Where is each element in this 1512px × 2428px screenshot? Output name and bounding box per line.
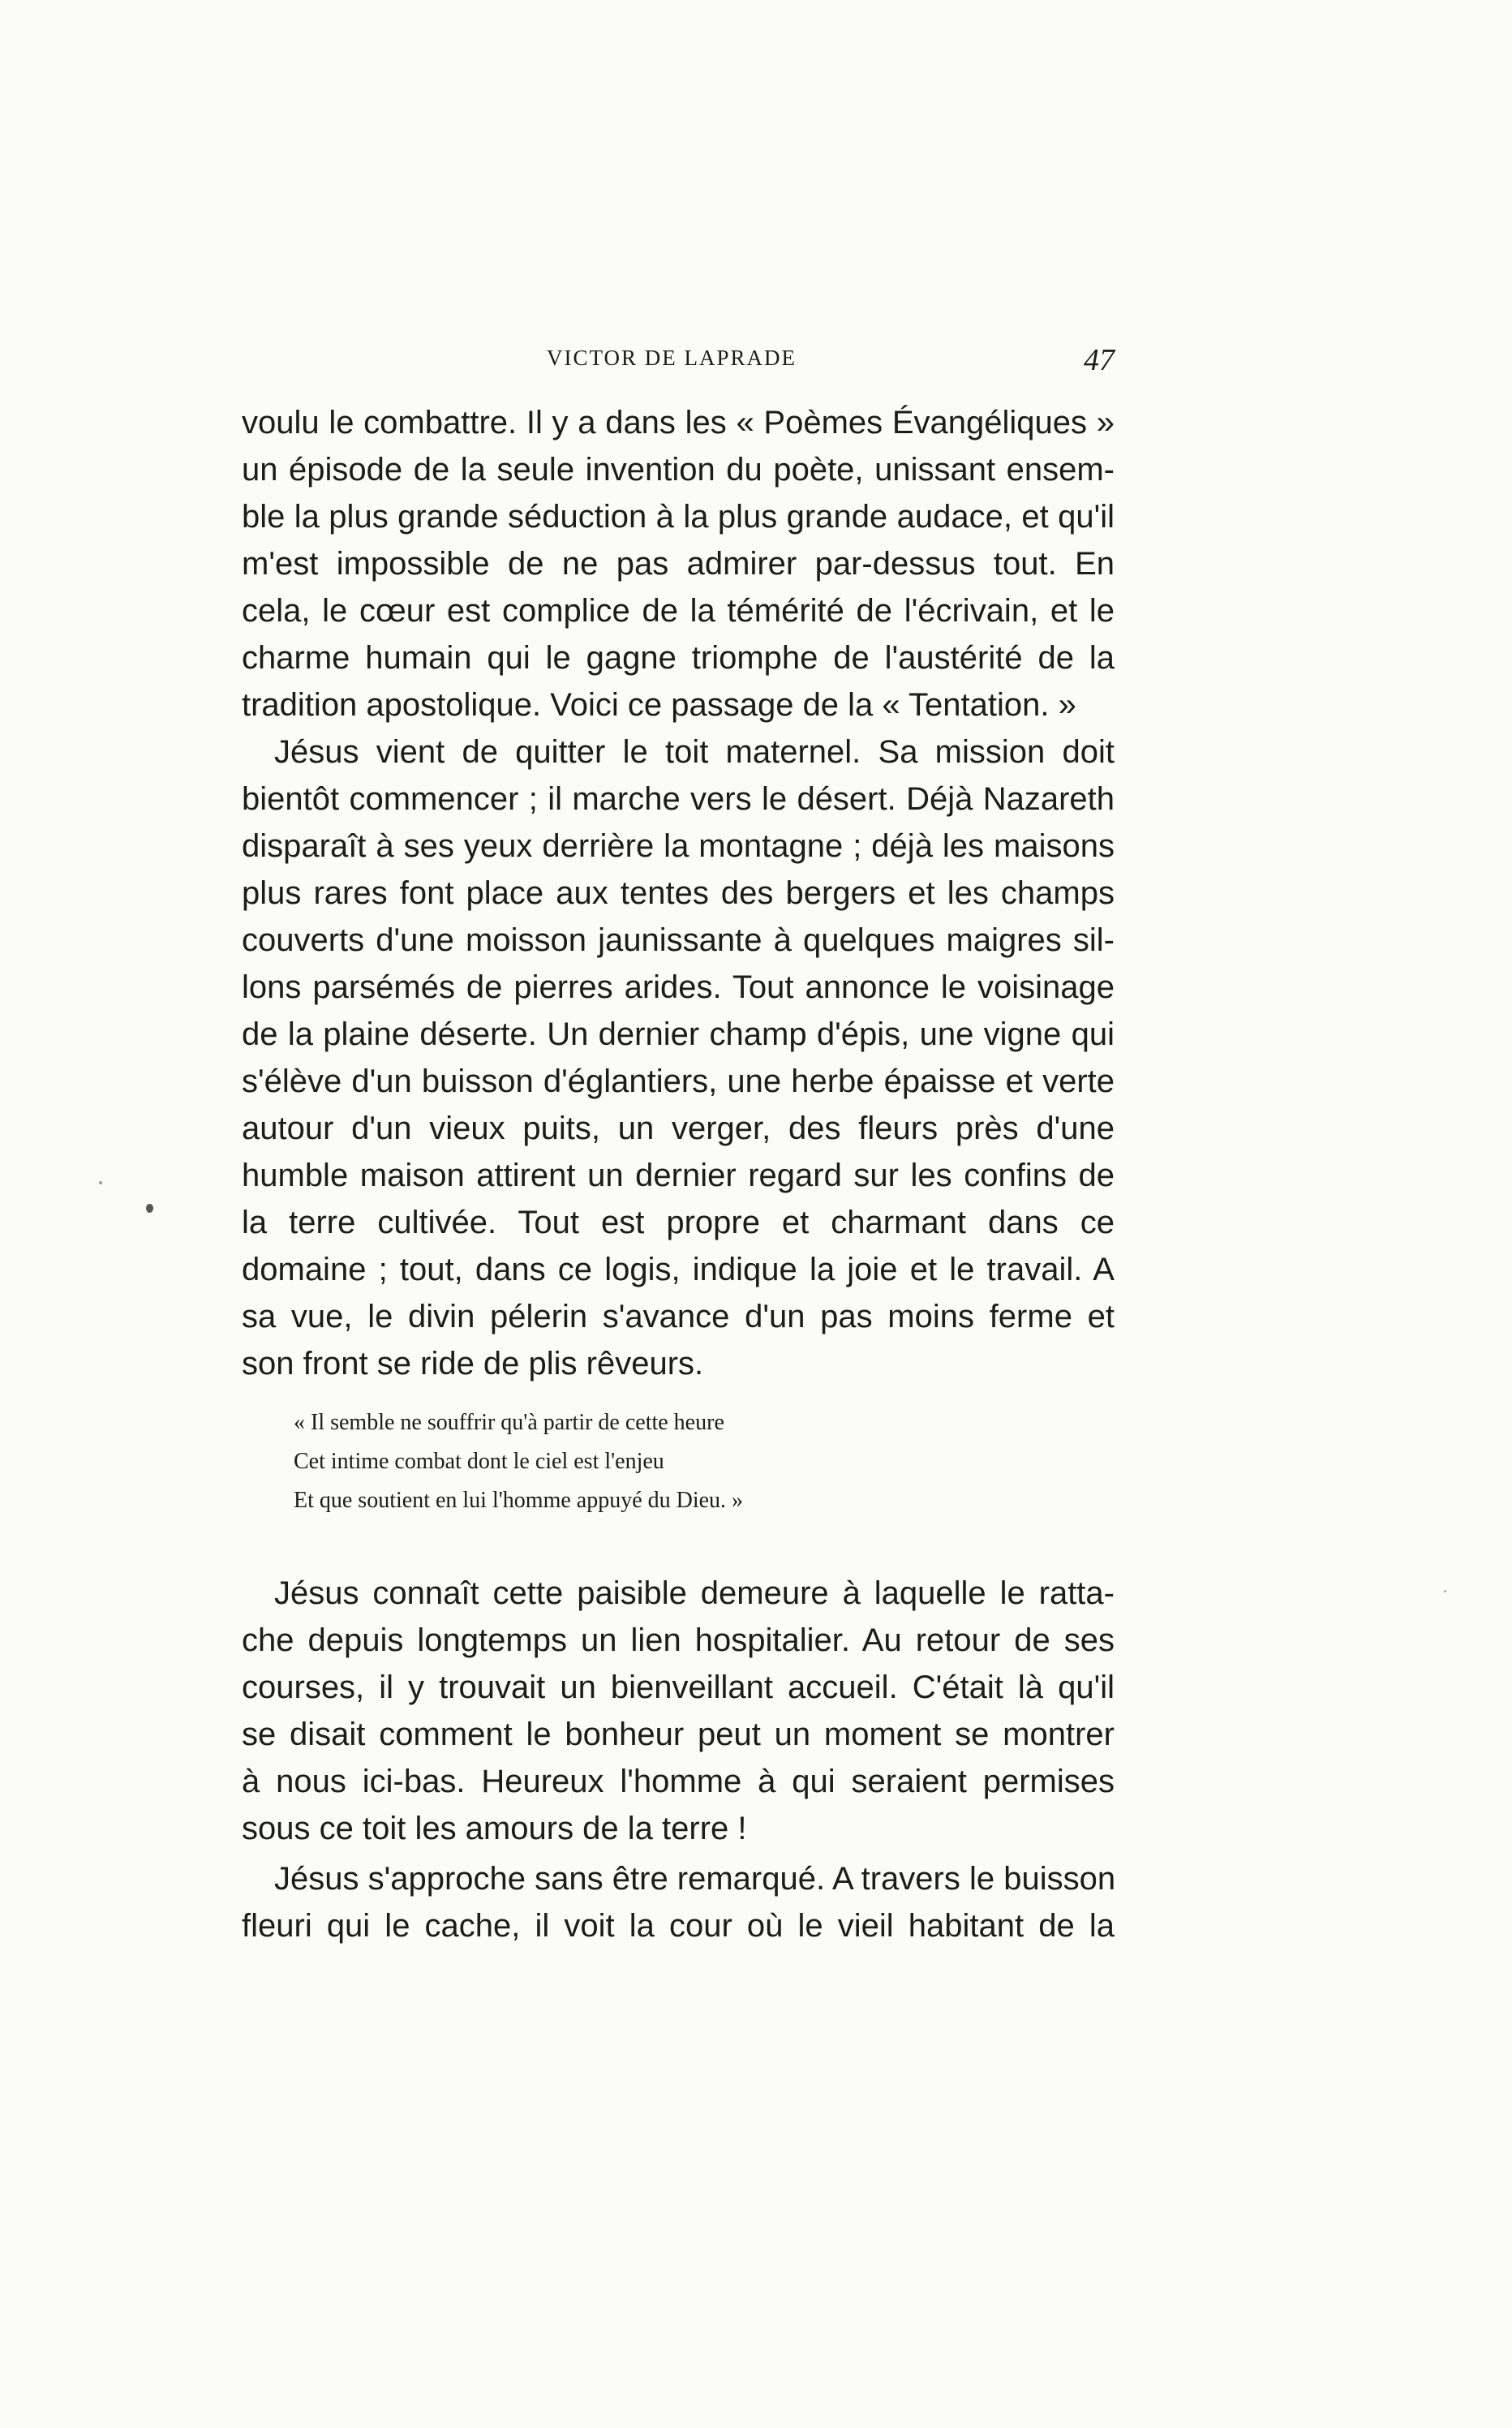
paragraph-1 [242,399,1115,728]
scan-speck [99,1181,102,1184]
text-line: sa vue, le divin pélerin s'avance d'un pas moins ferme et [242,1299,1115,1334]
paragraph-2 [242,728,1115,1387]
text-line: de la plaine déserte. Un dernier champ d'épis, une vigne qui [242,1016,1115,1052]
paragraph-3 [242,1570,1115,1852]
main-text-block [242,399,1115,1387]
text-line: sous ce toit les amours de la terre ! [242,1811,747,1846]
text-line: lons parsémés de pierres arides. Tout annonce le voisinage [242,969,1115,1005]
text-line: couverts d'une moisson jaunissante à quelques maigres sil- [242,922,1115,958]
text-line: voulu le combattre. Il y a dans les « Poèmes Évangéliques » [242,405,1115,440]
text-line: plus rares font place aux tentes des bergers et les champs [242,875,1115,911]
page-number: 47 [1084,343,1115,377]
text-line: son front se ride de plis rêveurs. [242,1346,704,1382]
text-line: autour d'un vieux puits, un verger, des fleurs près d'une [242,1111,1115,1146]
verse-quotation [294,1403,910,1520]
text-line: tradition apostolique. Voici ce passage de la « Tentation. » [242,687,1076,723]
text-line: che depuis longtemps un lien hospitalier. Au retour de ses [242,1622,1115,1658]
text-line: fleuri qui le cache, il voit la cour où le vieil habitant de la [242,1908,1115,1944]
text-line: m'est impossible de ne pas admirer par-dessus tout. En [242,546,1115,582]
page-header [242,343,1115,386]
text-line: courses, il y trouvait un bienveillant accueil. C'était là qu'il [242,1670,1115,1705]
verse-line: « Il semble ne souffrir qu'à partir de cette heure [294,1410,724,1435]
text-line: charme humain qui le gagne triomphe de l'austérité de la [242,640,1115,676]
scan-speck [1444,1590,1446,1592]
text-line: domaine ; tout, dans ce logis, indique la joie et le travail. A [242,1252,1115,1287]
scan-speck [146,1204,153,1213]
text-line: la terre cultivée. Tout est propre et charmant dans ce [242,1205,1115,1240]
text-line: ble la plus grande séduction à la plus grande audace, et qu'il [242,499,1115,535]
text-line: s'élève d'un buisson d'églantiers, une herbe épaisse et verte [242,1064,1115,1099]
running-head: VICTOR DE LAPRADE [547,346,797,370]
text-line: Jésus connaît cette paisible demeure à laquelle le ratta- [274,1575,1115,1611]
paragraph-4 [242,1855,1115,1949]
text-line: à nous ici-bas. Heureux l'homme à qui seraient permises [242,1764,1115,1799]
text-line: un épisode de la seule invention du poète, unissant ensem- [242,452,1115,488]
text-line: disparaît à ses yeux derrière la montagne ; déjà les maisons [242,828,1115,864]
text-line: se disait comment le bonheur peut un moment se montrer [242,1717,1115,1752]
text-line: cela, le cœur est complice de la témérité de l'écrivain, et le [242,593,1115,629]
text-line: Jésus vient de quitter le toit maternel. Sa mission doit [274,734,1115,770]
text-line: bientôt commencer ; il marche vers le désert. Déjà Nazareth [242,781,1115,817]
verse-line: Et que soutient en lui l'homme appuyé du Dieu. » [294,1488,744,1513]
text-line: Jésus s'approche sans être remarqué. A travers le buisson [274,1861,1116,1897]
verse-line: Cet intime combat dont le ciel est l'enjeu [294,1449,664,1474]
text-line: humble maison attirent un dernier regard sur les confins de [242,1158,1115,1193]
continued-text-block [242,1570,1115,1949]
